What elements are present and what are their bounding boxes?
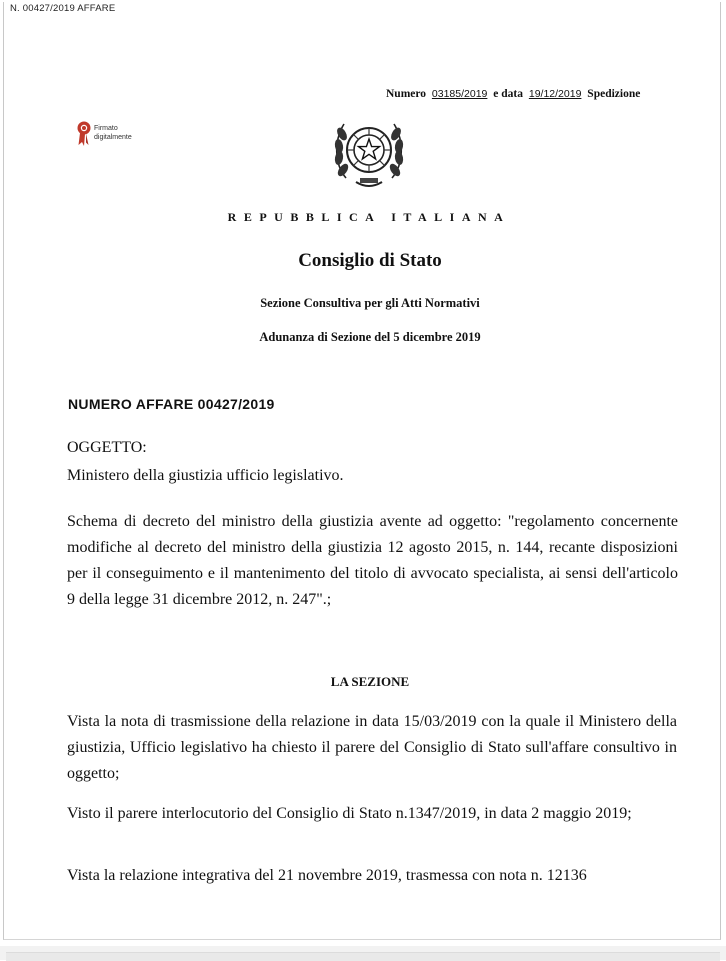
spedizione-label: Spedizione bbox=[587, 88, 641, 100]
section-subtitle: Sezione Consultiva per gli Atti Normativi bbox=[260, 296, 480, 310]
republic-heading: REPUBBLICA ITALIANA bbox=[227, 210, 511, 224]
signature-line-2: digitalmente bbox=[94, 134, 132, 141]
subject-ministry: Ministero della giustizia ufficio legislativo. bbox=[67, 467, 344, 484]
numero-label: Numero bbox=[386, 88, 427, 100]
subject-description: Schema di decreto del ministro della giustizia avente ad oggetto: "regolamento concernente modifiche al decreto del ministro della giustizia 12 agosto 2015, n. 144, recante disposizioni per il conseguimento e il mantenimento del titolo di avvocato specialista, ai sensi dell'articolo 9 della legge 31 dicembre 2012, n. 247".; bbox=[67, 513, 678, 608]
rosette-seal-icon bbox=[76, 120, 92, 148]
paragraph-vista-relazione: Vista la relazione integrativa del 21 novembre 2019, trasmessa con nota n. 12136 bbox=[67, 867, 587, 884]
italian-republic-emblem-icon bbox=[330, 108, 408, 192]
affare-reference-header: N. 00427/2019 AFFARE bbox=[10, 3, 116, 14]
data-label: e data bbox=[493, 88, 523, 100]
la-sezione-heading: LA SEZIONE bbox=[330, 674, 410, 689]
paragraph-vista-nota: Vista la nota di trasmissione della relazione in data 15/03/2019 con la quale il Ministero della giustizia, Ufficio legislativo ha chiesto il parere del Consiglio di Stato sull'affare consultivo in oggetto; bbox=[67, 713, 677, 782]
numero-value: 03185/2019 bbox=[431, 88, 488, 100]
data-value: 19/12/2019 bbox=[528, 88, 582, 100]
protocol-line bbox=[386, 88, 640, 100]
digital-signature-badge bbox=[76, 120, 156, 150]
paragraph-visto-parere: Visto il parere interlocutorio del Consiglio di Stato n.1347/2019, in data 2 maggio 2019; bbox=[67, 805, 632, 822]
meeting-date-line: Adunanza di Sezione del 5 dicembre 2019 bbox=[259, 330, 481, 344]
affare-number-heading: NUMERO AFFARE 00427/2019 bbox=[68, 396, 275, 412]
signature-line-1: Firmato bbox=[94, 125, 118, 132]
subject-label: OGGETTO: bbox=[67, 439, 147, 456]
signature-label bbox=[94, 124, 132, 142]
council-title: Consiglio di Stato bbox=[298, 250, 442, 271]
